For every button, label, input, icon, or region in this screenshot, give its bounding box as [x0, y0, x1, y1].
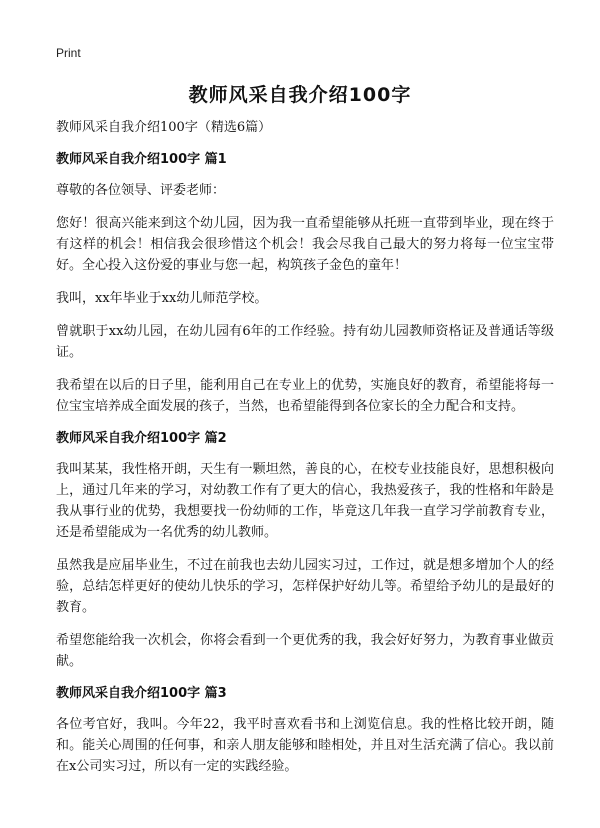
document-title: 教师风采自我介绍100字: [188, 84, 412, 106]
section-heading: 教师风采自我介绍100字 篇3: [56, 686, 227, 701]
section-3: [56, 684, 554, 777]
paragraph: 您好！很高兴能来到这个幼儿园，因为我一直希望能够从托班一直带到毕业，现在终于有这样的机会！相信我会很珍惜这个机会！我会尽我自己最大的努力将每一位宝宝带好。全心投入这份爱的事业与您一起，构筑孩子金色的童年！: [56, 216, 554, 273]
section-heading: 教师风采自我介绍100字 篇1: [56, 152, 227, 167]
section-heading: 教师风采自我介绍100字 篇2: [56, 431, 227, 446]
document-body: [56, 118, 554, 789]
print-label[interactable]: Print: [56, 46, 81, 60]
paragraph: 希望您能给我一次机会，你将会看到一个更优秀的我，我会好好努力，为教育事业做贡献。: [56, 633, 554, 669]
paragraph: 我叫某某，我性格开朗，天生有一颗坦然，善良的心，在校专业技能良好，思想积极向上，通过几年来的学习，对幼教工作有了更大的信心，我热爱孩子，我的性格和年龄是我从事行业的优势，我想要找一份幼师的工作，毕竟这几年我一直学习学前教育专业，还是希望能成为一名优秀的幼儿教师。: [56, 462, 554, 540]
paragraph: 我叫，xx年毕业于xx幼儿师范学校。: [56, 291, 268, 306]
paragraph: 虽然我是应届毕业生，不过在前我也去幼儿园实习过，工作过，就是想多增加个人的经验，总结怎样更好的使幼儿快乐的学习，怎样保护好幼儿等。希望给予幼儿的是最好的教育。: [56, 558, 554, 615]
paragraph: 各位考官好，我叫。今年22，我平时喜欢看书和上浏览信息。我的性格比较开朗，随和。能关心周围的任何事，和亲人朋友能够和睦相处，并且对生活充满了信心。我以前在x公司实习过，所以有一定的实践经验。: [56, 717, 554, 774]
paragraph: 尊敬的各位领导、评委老师：: [56, 183, 226, 198]
section-2: [56, 429, 554, 672]
paragraph: 曾就职于xx幼儿园，在幼儿园有6年的工作经验。持有幼儿园教师资格证及普通话等级证。: [56, 324, 554, 360]
paragraph: 我希望在以后的日子里，能利用自己在专业上的优势，实施良好的教育，希望能将每一位宝宝培养成全面发展的孩子，当然，也希望能得到各位家长的全力配合和支持。: [56, 378, 554, 414]
document-subtitle: 教师风采自我介绍100字（精选6篇）: [56, 120, 272, 135]
section-1: [56, 150, 554, 417]
